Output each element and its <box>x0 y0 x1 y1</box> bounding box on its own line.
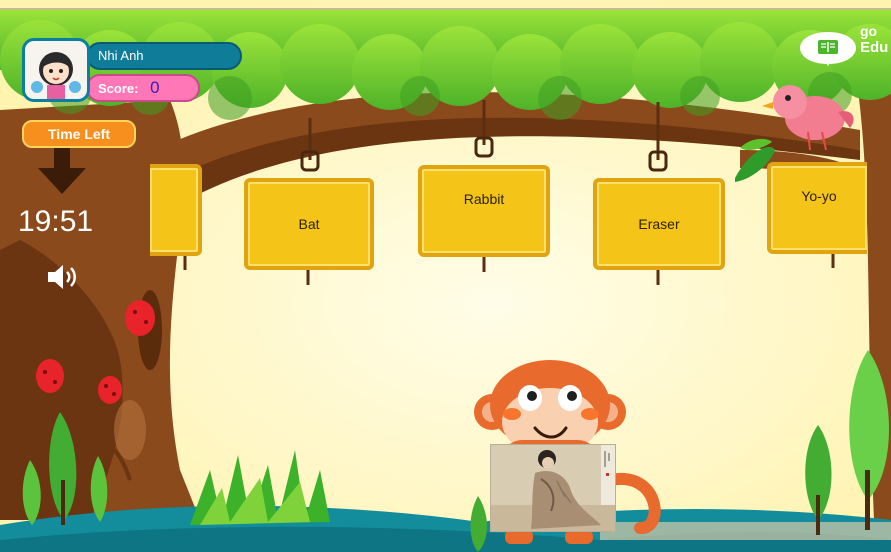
score-display <box>86 74 200 102</box>
timer-display: 19:51 <box>18 205 94 238</box>
avatar <box>22 38 90 102</box>
goedu-logo[interactable] <box>798 24 891 68</box>
word-card-1[interactable] <box>150 164 202 256</box>
score-value: 0 <box>150 78 160 97</box>
down-arrow-icon <box>36 148 88 194</box>
word-card-yoyo[interactable] <box>767 162 867 254</box>
sound-button[interactable] <box>46 262 82 292</box>
avatar-girl-icon <box>25 41 87 99</box>
time-left-badge: Time Left <box>22 120 136 148</box>
card-label: Eraser <box>638 216 680 232</box>
woman-painting-photo <box>490 444 616 532</box>
word-card-eraser[interactable] <box>593 178 725 270</box>
logo-text-top: go <box>860 23 878 39</box>
player-name: Nhi Anh <box>86 42 242 70</box>
speaker-icon <box>46 262 82 292</box>
logo-text-bottom: Edu <box>860 39 889 56</box>
card-label: Rabbit <box>463 191 505 207</box>
card-label: Yo-yo <box>801 188 837 204</box>
word-card-bat[interactable] <box>244 178 374 270</box>
word-card-rabbit[interactable] <box>418 165 550 257</box>
card-label: Bat <box>298 216 320 232</box>
painting-image <box>491 445 615 531</box>
goedu-logo-icon <box>798 30 858 66</box>
score-label: Score: <box>98 81 139 96</box>
